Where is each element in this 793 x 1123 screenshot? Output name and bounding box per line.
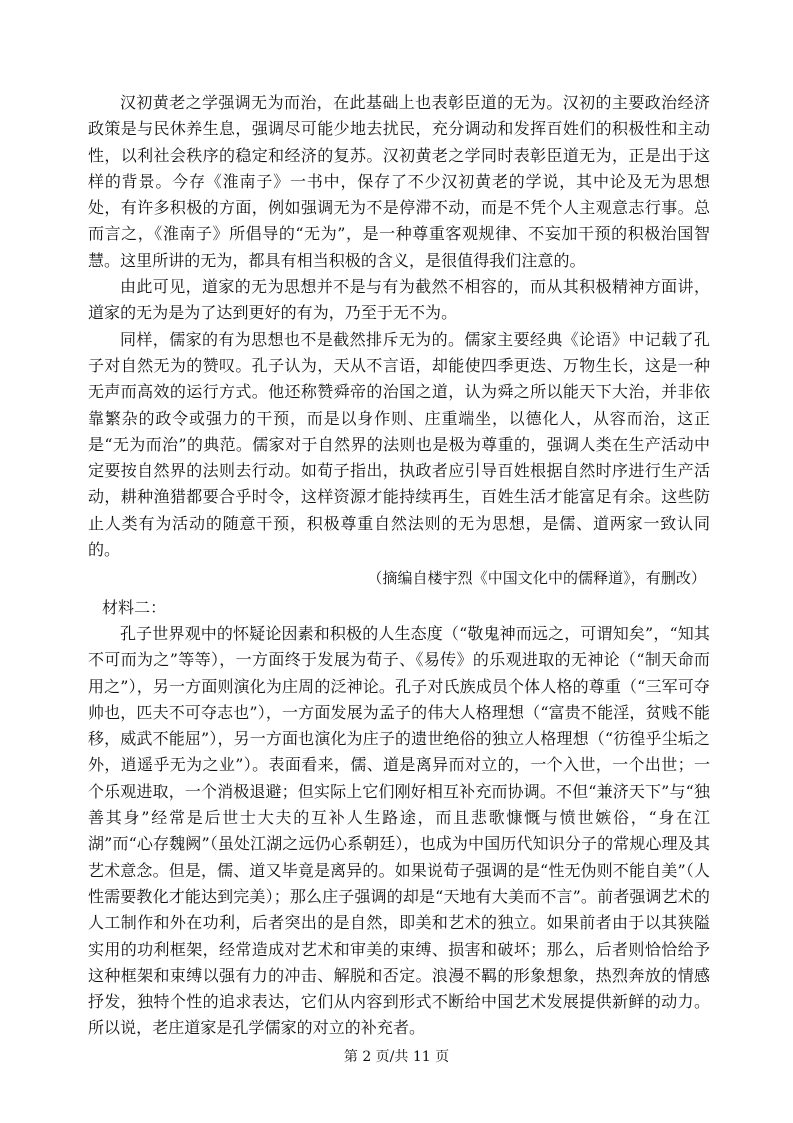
- paragraph-1: 汉初黄老之学强调无为而治，在此基础上也表彰臣道的无为。汉初的主要政治经济政策是与民休养生息，强调尽可能少地去扰民，充分调动和发挥百姓们的积极性和主动性，以利社会秩序的稳定和经济的复苏。汉初黄老之学同时表彰臣道无为，正是出于这样的背景。今存《淮南子》一书中，保存了不少汉初黄老的学说，其中论及无为思想处，有许多积极的方面，例如强调无为不是停滞不动，而是不凭个人主观意志行事。总而言之，《淮南子》所倡导的“无为”，是一种尊重客观规律、不妄加干预的积极治国智慧。这里所讲的无为，都具有相当积极的含义，是很值得我们注意的。: [88, 93, 710, 270]
- page-footer: 第 2 页/共 11 页: [343, 1049, 450, 1065]
- paragraph-2: 由此可见，道家的无为思想并不是与有为截然不相容的，而从其积极精神方面讲，道家的无为是为了达到更好的有为，乃至于无不为。: [88, 277, 710, 323]
- document-body: [88, 90, 710, 1042]
- material-two-heading: 材料二：: [102, 597, 167, 617]
- paragraph-3: 同样，儒家的有为思想也不是截然排斥无为的。儒家主要经典《论语》中记载了孔子对自然无为的赞叹。孔子认为，天从不言语，却能使四季更迭、万物生长，这是一种无声而高效的运行方式。他还称赞舜帝的治国之道，认为舜之所以能天下大治，并非依靠繁杂的政令或强力的干预，而是以身作则、庄重端坐，以德化人，从容而治，这正是“无为而治”的典范。儒家对于自然界的法则也是极为尊重的，强调人类在生产活动中定要按自然界的法则去行动。如荀子指出，执政者应引导百姓根据自然时序进行生产活动，耕种渔猎都要合乎时令，这样资源才能持续再生，百姓生活才能富足有余。这些防止人类有为活动的随意干预，积极尊重自然法则的无为思想，是儒、道两家一致认同的。: [88, 329, 710, 560]
- paragraph-4: 孔子世界观中的怀疑论因素和积极的人生态度（“敬鬼神而远之，可谓知矣”，“知其不可而为之”等等），一方面终于发展为荀子、《易传》的乐观进取的无神论（“制天命而用之”），另一方面则演化为庄周的泛神论。孔子对氏族成员个体人格的尊重（“三军可夺帅也，匹夫不可夺志也”），一方面发展为孟子的伟大人格理想（“富贵不能淫，贫贱不能移，威武不能屈”），另一方面也演化为庄子的遗世绝俗的独立人格理想（“彷徨乎尘垢之外，逍遥乎无为之业”）。表面看来，儒、道是离异而对立的，一个入世，一个出世；一个乐观进取，一个消极退避；但实际上它们刚好相互补充而协调。不但“兼济天下”与“独善其身”经常是后世士大夫的互补人生路途，而且悲歌慷慨与愤世嫉俗，“身在江湖”而“心存魏阙”（虽处江湖之远仍心系朝廷），也成为中国历代知识分子的常规心理及其艺术意念。但是，儒、道又毕竟是离异的。如果说荀子强调的是“性无伪则不能自美”（人性需要教化才能达到完美）；那么庄子强调的却是“天地有大美而不言”。前者强调艺术的人工制作和外在功利，后者突出的是自然，即美和艺术的独立。如果前者由于以其狭隘实用的功利框架，经常造成对艺术和审美的束缚、损害和破坏；那么，后者则恰恰给予这种框架和束缚以强有力的冲击、解脱和否定。浪漫不羁的形象想象，热烈奔放的情感抒发，独特个性的追求表达，它们从内容到形式不断给中国艺术发展提供新鲜的动力。所以说，老庄道家是孔学儒家的对立的补充者。: [88, 623, 710, 1038]
- source-citation: （摘编自楼宇烈《中国文化中的儒释道》，有删改）: [367, 569, 706, 588]
